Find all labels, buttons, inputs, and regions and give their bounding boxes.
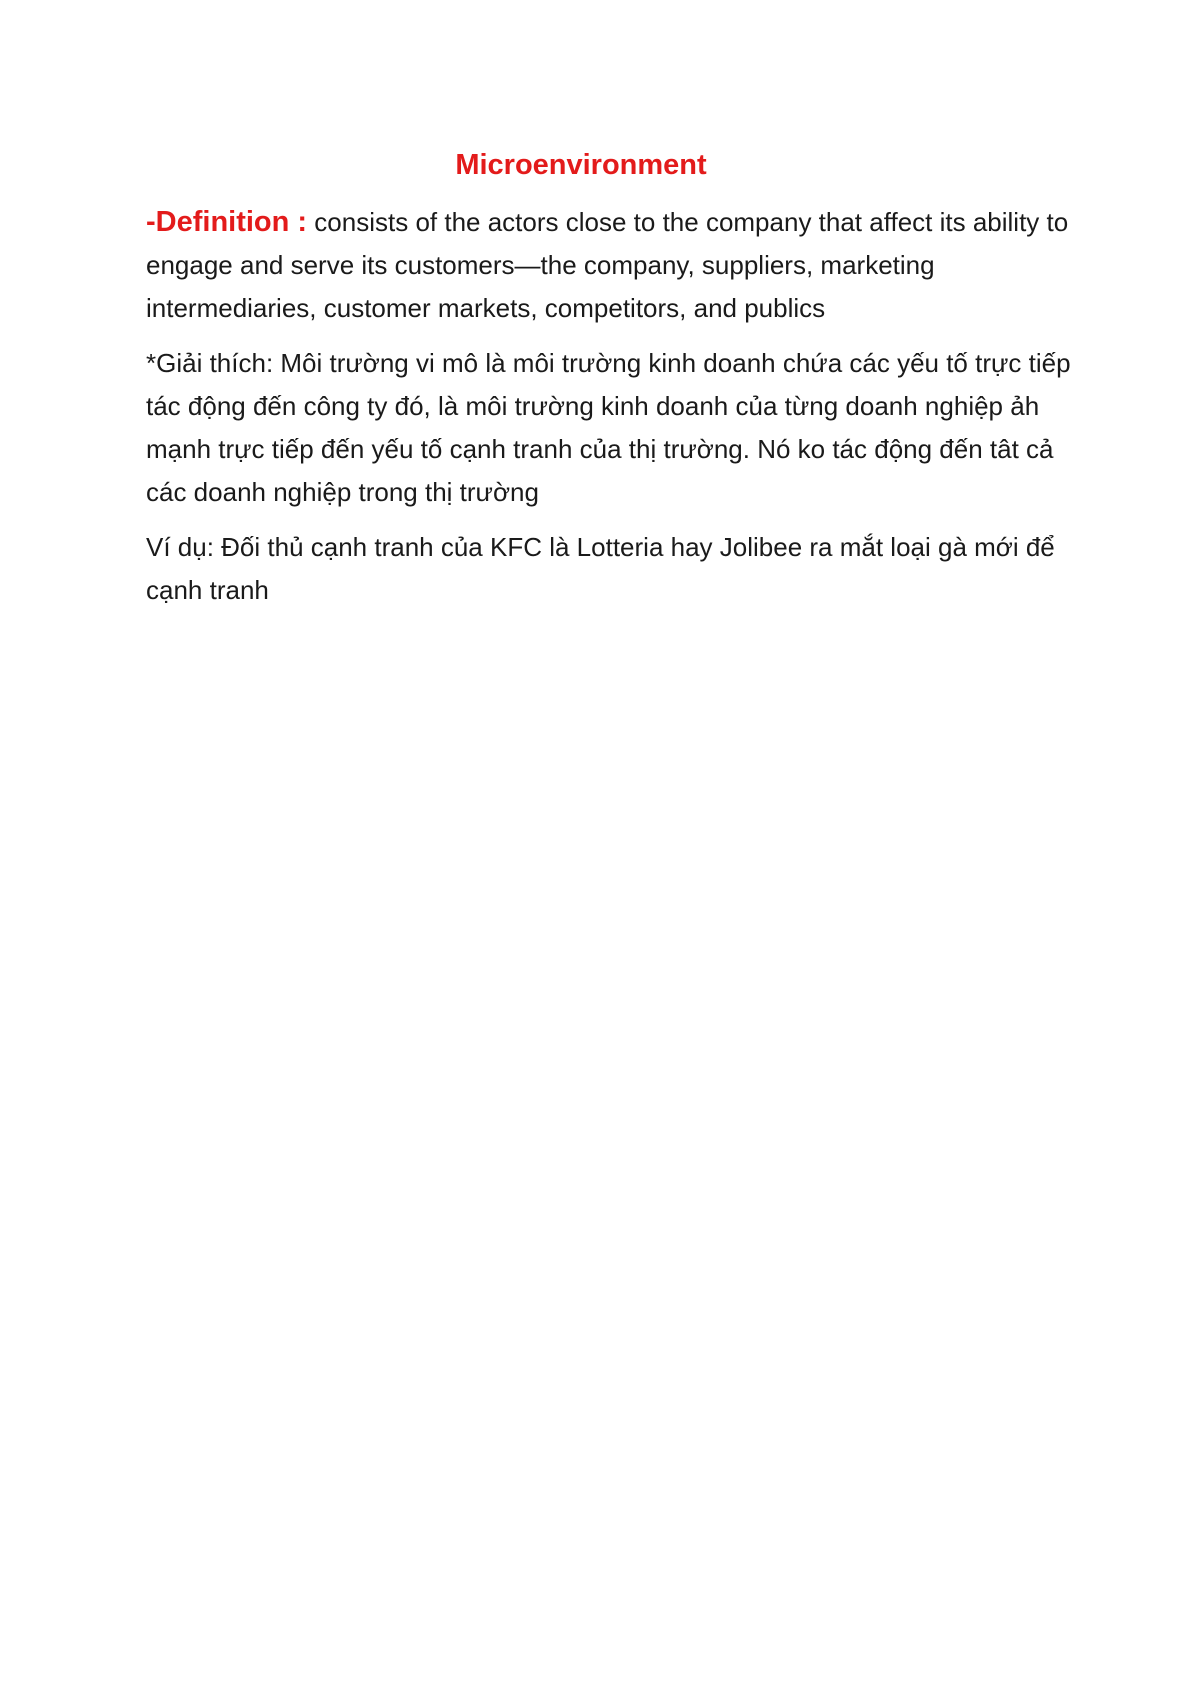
document-body [146, 145, 1076, 624]
definition-paragraph [146, 201, 1076, 330]
definition-label: -Definition : [146, 206, 308, 238]
page-title: Microenvironment [455, 149, 707, 181]
explanation-paragraph: *Giải thích: Môi trường vi mô là môi trường kinh doanh chứa các yếu tố trực tiếp tác động đến công ty đó, là môi trường kinh doanh của từng doanh nghiệp ảh mạnh trực tiếp đến yếu tố cạnh tranh của thị trường. Nó ko tác động đến tât cả các doanh nghiệp trong thị trường [146, 348, 1071, 507]
example-paragraph: Ví dụ: Đối thủ cạnh tranh của KFC là Lotteria hay Jolibee ra mắt loại gà mới để cạnh tranh [146, 532, 1055, 605]
definition-text: consists of the actors close to the company that affect its ability to engage and serve its customers—the company, suppliers, marketing intermediaries, customer markets, competitors, and publics [146, 207, 1069, 323]
